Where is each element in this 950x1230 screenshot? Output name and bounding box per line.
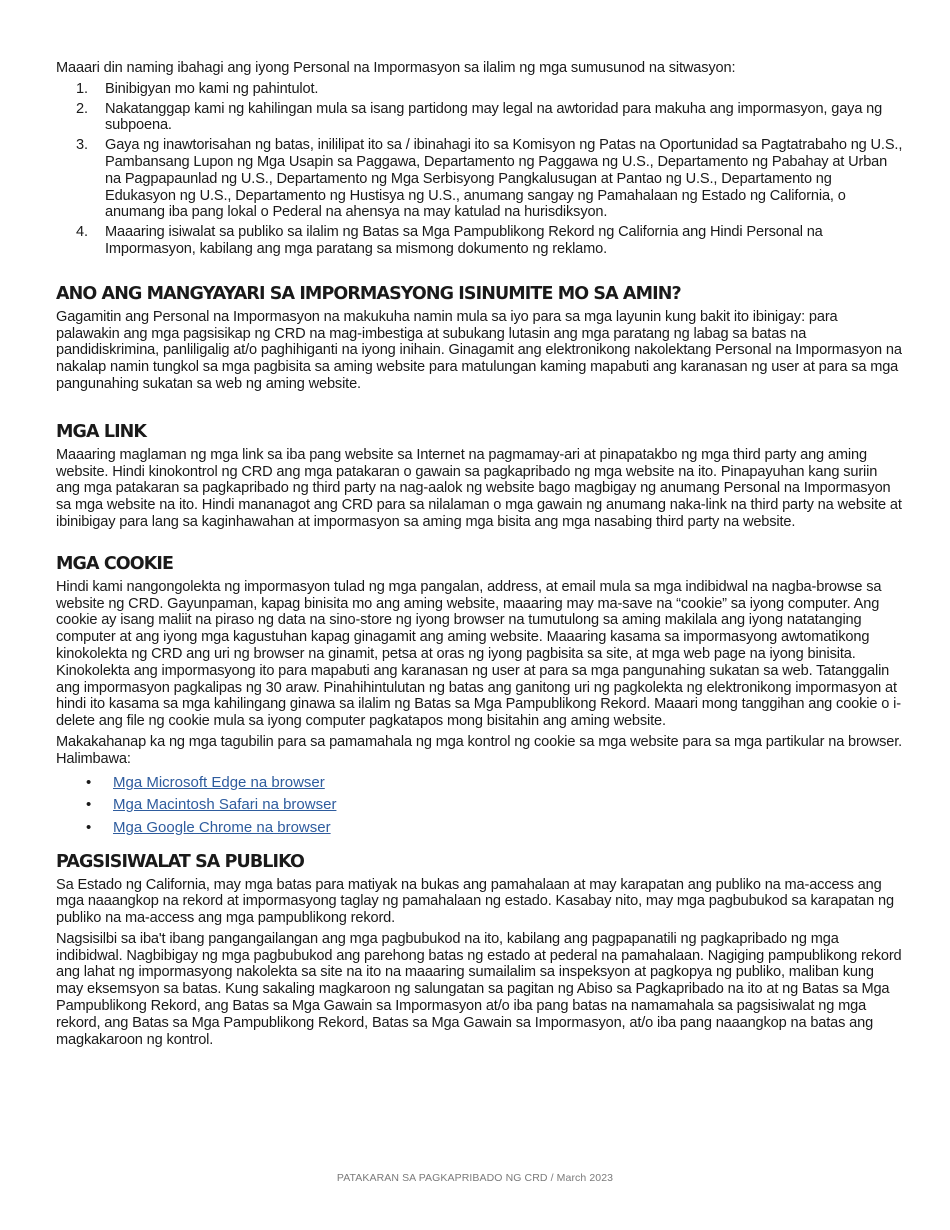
list-item-text: Binibigyan mo kami ng pahintulot. [105,80,319,97]
link-chrome-browser[interactable]: Mga Google Chrome na browser [113,818,331,836]
section-paragraph: Hindi kami nangongolekta ng impormasyon tulad ng mga pangalan, address, at email mula sa mga indibidwal na nagba-browse sa website ng CRD. Gayunpaman, kapag binisita mo ang aming website, maaaring may ma-save na “cookie” sa iyong computer. Ang cookie ay isang maliit na piraso ng data na sino-store ng iyong browser na tumutulong sa aming makilala ang iyong natatanging computer at ang iyong mga kagustuhan kapag ginagamit ang aming website. Maaaring kasama sa impormasyong awtomatikong kinokolekta ng CRD ang uri ng browser na ginamit, petsa at oras ng iyong pagbisita sa site, at mga web page na iyong binisita. Kinokolekta ang impormasyong ito para mapabuti ang karanasan ng user at para sa mga pangunahing sukatan sa web. Tatanggalin ang impormasyon pagkalipas ng 30 araw. Pinahihintulutan ng batas ang ganitong uri ng pagkolekta ng elektronikong impormasyon at hindi ito kasama sa mga kahilingang ginawa sa ilalim ng Batas sa Mga Pampublikong Rekord. Maaari mong tanggihan ang cookie o i-delete ang file ng cookie mula sa iyong computer pagkatapos mong bisitahin ang aming website. [56,578,901,730]
section-paragraph: Gagamitin ang Personal na Impormasyon na makukuha namin mula sa iyo para sa mga layunin kung bakit ito ibinigay: para palawakin ang mga pagsisikap ng CRD na mag-imbestiga at subukang lutasin ang mga paratang ng labag sa batas na pandidiskrimina, panliligalig at/o paghihiganti na iyong inihain. Ginagamit ang elektronikong nakolektang Personal na Impormasyon na nakalap namin tungkol sa mga pagbisita sa aming website para matulungan kaming mapabuti ang karanasan ng user at para sa mga pangunahing sukatan sa web ng aming website. [56,308,902,392]
list-item [56,774,904,791]
section-heading: MGA LINK [56,421,147,442]
page-footer: PATAKARAN SA PAGKAPRIBADO NG CRD / March 2023 [336,1172,614,1184]
bullet-icon: • [86,773,92,791]
link-safari-browser[interactable]: Mga Macintosh Safari na browser [113,796,337,813]
section-heading: ANO ANG MANGYAYARI SA IMPORMASYONG ISINUMITE MO SA AMIN? [56,283,681,304]
section-paragraph: Maaaring maglaman ng mga link sa iba pang website sa Internet na pagmamay-ari at pinapatakbo ng mga third party ang aming website. Hindi kinokontrol ng CRD ang mga patakaran o gawain sa pagkapribado ng mga website na ito. Pinapayuhan kang suriin ang mga patakaran sa pagkapribado ng third party na nag-aalok ng website bago magbigay ng anumang Personal na Impormasyon sa mga website na ito. Hindi mananagot ang CRD para sa nilalaman o mga gawain ng anumang naka-link na third party na website at ibinibigay para lang sa kaginhawahan at impormasyon sa aming mga bisita ang mga nasabing third party na website. [56,446,902,530]
sharing-situations-list [56,81,904,258]
section-paragraph: Nagsisilbi sa iba't ibang pangangailangan ang mga pagbubukod na ito, kabilang ang pagpapanatili ng pagkapribado ng mga indibidwal. Nagbibigay ng mga pagbubukod ang parehong batas ng estado at pederal na pamahalaan. Nagiging pampublikong rekord ang lahat ng impormasyong nakolekta sa site na ito na maaaring sumailalim sa inspeksyon at pagkopya ng publiko, maliban kung may eksemsyon sa batas. Kung sakaling magkaroon ng salungatan sa pagitan ng Abiso sa Pagkapribado na ito at ng Batas sa Mga Pampublikong Rekord, ang Batas sa Mga Gawain sa Impormasyon at/o iba pang batas na namamahala sa pagsisiwalat ng mga rekord, ang Batas sa Mga Pampublikong Rekord, Batas sa Mga Gawain sa Impormasyon, at/o iba pang naaangkop na batas ang magkakaroon ng kontrol. [56,930,902,1048]
bullet-icon: • [86,818,92,836]
list-item-text: Nakatanggap kami ng kahilingan mula sa isang partidong may legal na awtoridad para makuha ang impormasyon, gaya ng subpoena. [105,100,883,134]
document-page [56,60,904,1052]
section-public-disclosure [56,852,904,1049]
list-number: 4. [76,224,88,241]
intro-text: Maaari din naming ibahagi ang iyong Personal na Impormasyon sa ilalim ng mga sumusunod na sitwasyon: [56,60,736,76]
list-item [56,81,904,98]
list-number: 1. [76,80,88,97]
list-item [56,101,904,135]
section-paragraph: Sa Estado ng California, may mga batas para matiyak na bukas ang pamahalaan at may karapatan ang publiko na ma-access ang mga naaangkop na rekord at impormasyong taglay ng pamahalaan ng estado. Kasabay nito, may mga pagbubukod sa karapatan ng publiko na ma-access ang mga pampublikong rekord. [56,876,894,927]
list-item [56,137,904,221]
bullet-icon: • [86,796,92,813]
section-links [56,422,904,531]
link-edge-browser[interactable]: Mga Microsoft Edge na browser [113,773,325,791]
section-heading: PAGSISIWALAT SA PUBLIKO [56,851,305,872]
list-number: 3. [76,137,88,154]
section-heading: MGA COOKIE [56,553,174,574]
list-item [56,796,904,813]
browser-links-list [56,774,904,836]
list-item-text: Gaya ng inawtorisahan ng batas, inililipat ito sa / ibinahagi ito sa Komisyon ng Patas na Oportunidad sa Pagtatrabaho ng U.S., Pambansang Lupon ng Mga Usapin sa Paggawa, Departamento ng Paggawa ng U.S., Departamento ng Pabahay at Urban na Pagpapaunlad ng U.S., Departamento ng Mga Serbisyong Pangkalusugan at Pantao ng U.S., Departamento ng Edukasyon ng U.S., Departamento ng Hustisya ng U.S., anumang sangay ng Pamahalaan ng Estado ng California, o anumang iba pang lokal o Pederal na ahensya na may katulad na hurisdiksyon. [105,137,903,221]
list-item [56,224,904,258]
section-submitted-info [56,284,904,393]
list-item [56,819,904,836]
list-number: 2. [76,100,88,117]
section-paragraph: Makakahanap ka ng mga tagubilin para sa pamamahala ng mga kontrol ng cookie sa mga website para sa mga partikular na browser. Halimbawa: [56,733,903,767]
section-cookies [56,554,904,836]
list-item-text: Maaaring isiwalat sa publiko sa ilalim ng Batas sa Mga Pampublikong Rekord ng California ang Hindi Personal na Impormasyon, kabilang ang mga paratang sa mismong dokumento ng reklamo. [105,224,823,257]
